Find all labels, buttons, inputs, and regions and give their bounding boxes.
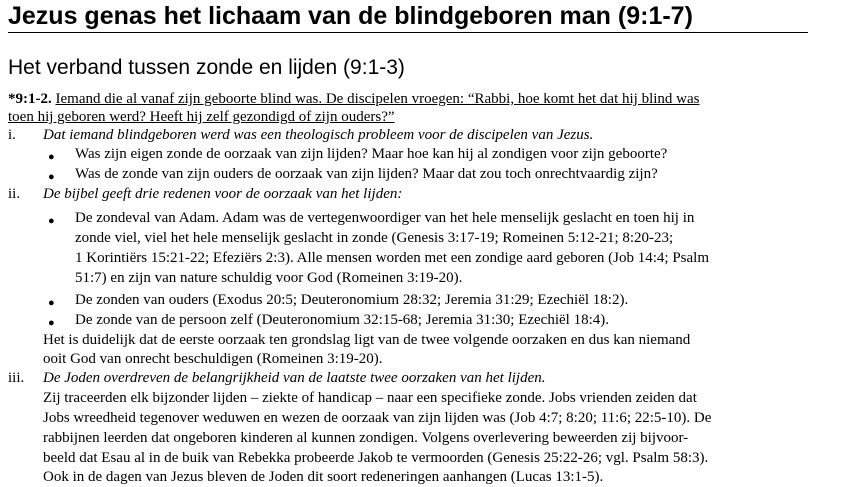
- section-i-bullet-2: Was de zonde van zijn ouders de oorzaak van zijn lijden? Maar dat zou toch onrechtvaardig zijn?: [75, 166, 658, 182]
- section-iii-line: Jobs wreedheid tegenover weduwen en wezen de oorzaak van zijn lijden was (Job 4:7; 8:20; 11:6; 22:5-10). De: [43, 410, 712, 426]
- section-ii-bullet-1-line: 51:7) en zijn van nature schuldig voor God (Romeinen 3:19-20).: [75, 270, 463, 286]
- section-ii-conclusion-line: ooit God van onrecht beschuldigen (Romeinen 3:19-20).: [43, 351, 383, 367]
- section-ii-bullet-1-line: 1 Korintiërs 15:21-22; Efeziërs 2:3). Alle mensen worden met een zondige aard geboren (Job 14:4; Psalm: [75, 250, 709, 266]
- section-iii-line: beeld dat Esau al in de buik van Rebekka probeerde Jakob te vermoorden (Genesis 25:22-26; vgl. Psalm 58:3).: [43, 450, 709, 466]
- verse-line-1: [8, 89, 699, 109]
- bullet-icon: ●: [48, 171, 55, 183]
- section-iii-line: Ook in de dagen van Jezus bleven de Joden dit soort redeneringen aanhangen (Lucas 13:1-5).: [43, 469, 604, 485]
- bullet-icon: ●: [48, 151, 55, 163]
- section-ii-bullet-1-line: zonde viel, viel het hele menselijk geslacht in zonde (Genesis 3:17-19; Romeinen 5:12-21; 8:20-23;: [75, 230, 674, 246]
- verse-ref: *9:1-2.: [8, 91, 52, 107]
- section-i-heading: Dat iemand blindgeboren werd was een theologisch probleem voor de discipelen van Jezus.: [43, 127, 594, 143]
- section-iii-marker: iii.: [8, 370, 25, 386]
- page-title: Jezus genas het lichaam van de blindgeboren man (9:1-7): [8, 2, 693, 30]
- section-i-marker: i.: [8, 127, 16, 143]
- verse-line-2: toen hij geboren werd? Heeft hij zelf gezondigd of zijn ouders?”: [8, 109, 395, 125]
- section-iii-line: rabbijnen leerden dat ongeboren kinderen al kunnen zondigen. Volgens overlevering beweerden zij bijvoor-: [43, 430, 689, 446]
- section-ii-heading: De bijbel geeft drie redenen voor de oorzaak van het lijden:: [43, 186, 403, 202]
- section-ii-marker: ii.: [8, 186, 21, 202]
- section-i-bullet-1: Was zijn eigen zonde de oorzaak van zijn lijden? Maar hoe kan hij al zondigen voor zijn geboorte?: [75, 146, 668, 162]
- section-ii-bullet-3: De zonde van de persoon zelf (Deuteronomium 32:15-68; Jeremia 31:30; Ezechiël 18:4).: [75, 312, 609, 328]
- section-iii-heading: De Joden overdreven de belangrijkheid van de laatste twee oorzaken van het lijden.: [43, 370, 546, 386]
- section-ii-bullet-1-line: De zondeval van Adam. Adam was de vertegenwoordiger van het hele menselijk geslacht en toen hij in: [75, 210, 695, 226]
- section-ii-conclusion-line: Het is duidelijk dat de eerste oorzaak ten grondslag ligt van de twee volgende oorzaken en dus kan niemand: [43, 332, 691, 348]
- title-rule: [8, 32, 808, 33]
- bullet-icon: ●: [48, 297, 55, 309]
- bullet-icon: ●: [48, 317, 55, 329]
- bullet-icon: ●: [48, 215, 55, 227]
- verse-text-1: Iemand die al vanaf zijn geboorte blind was. De discipelen vroegen: “Rabbi, hoe komt het dat hij blind was: [55, 91, 700, 107]
- section-ii-bullet-2: De zonden van ouders (Exodus 20:5; Deuteronomium 28:32; Jeremia 31:29; Ezechiël 18:2).: [75, 292, 629, 308]
- section-iii-line: Zij traceerden elk bijzonder lijden – ziekte of handicap – naar een specifieke zonde. Jobs vrienden zeiden dat: [43, 390, 697, 406]
- section-heading: Het verband tussen zonde en lijden (9:1-3): [8, 56, 405, 79]
